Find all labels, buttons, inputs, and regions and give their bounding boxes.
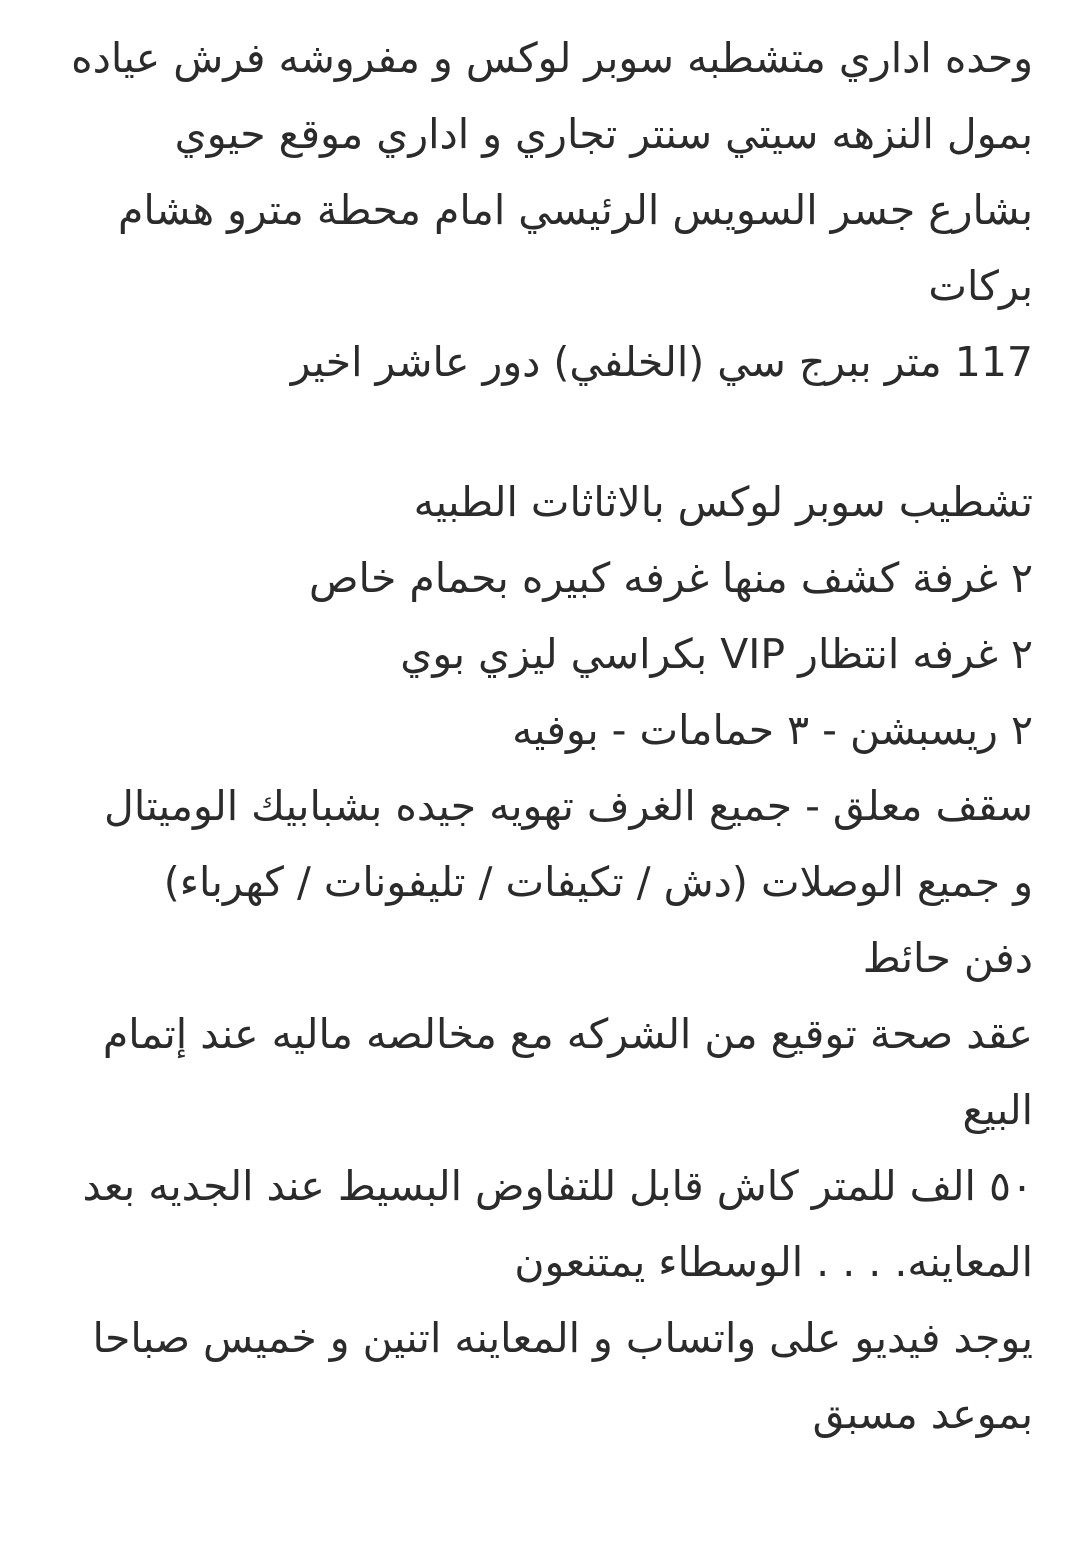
text-line: البيع	[962, 1086, 1033, 1134]
text-line: تشطيب سوبر لوكس بالاثاثات الطبيه	[413, 478, 1033, 526]
blank-line	[48, 400, 1033, 464]
text-line: و جميع الوصلات (دش / تكيفات / تليفونات / كهرباء)	[163, 858, 1033, 906]
text-line: ٢ غرفه انتظار VIP بكراسي ليزي بوي	[400, 630, 1033, 678]
text-line: دفن حائط	[862, 934, 1033, 982]
text-line: ٢ غرفة كشف منها غرفه كبيره بحمام خاص	[308, 554, 1033, 602]
text-line: بشارع جسر السويس الرئيسي امام محطة مترو هشام	[118, 186, 1033, 234]
text-line: سقف معلق - جميع الغرف تهويه جيده بشبابيك الوميتال	[104, 782, 1033, 830]
text-line: عقد صحة توقيع من الشركه مع مخالصه ماليه عند إتمام	[102, 1010, 1033, 1058]
text-line: وحده اداري متشطبه سوبر لوكس و مفروشه فرش عياده	[71, 34, 1033, 82]
text-line: يوجد فيديو على واتساب و المعاينه اتنين و خميس صباحا	[92, 1314, 1033, 1362]
listing-text	[48, 20, 1033, 1452]
text-line: بموعد مسبق	[812, 1390, 1033, 1438]
text-line: ٢ ريسبشن - ٣ حمامات - بوفيه	[512, 706, 1033, 754]
text-line: 117 متر ببرج سي (الخلفي) دور عاشر اخير	[290, 338, 1033, 386]
text-line: ٥٠ الف للمتر كاش قابل للتفاوض البسيط عند الجديه بعد	[82, 1162, 1033, 1210]
text-line: بمول النزهه سيتي سنتر تجاري و اداري موقع حيوي	[174, 110, 1033, 158]
text-line: بركات	[928, 262, 1033, 310]
text-line: المعاينه. . . . الوسطاء يمتنعون	[514, 1238, 1033, 1286]
